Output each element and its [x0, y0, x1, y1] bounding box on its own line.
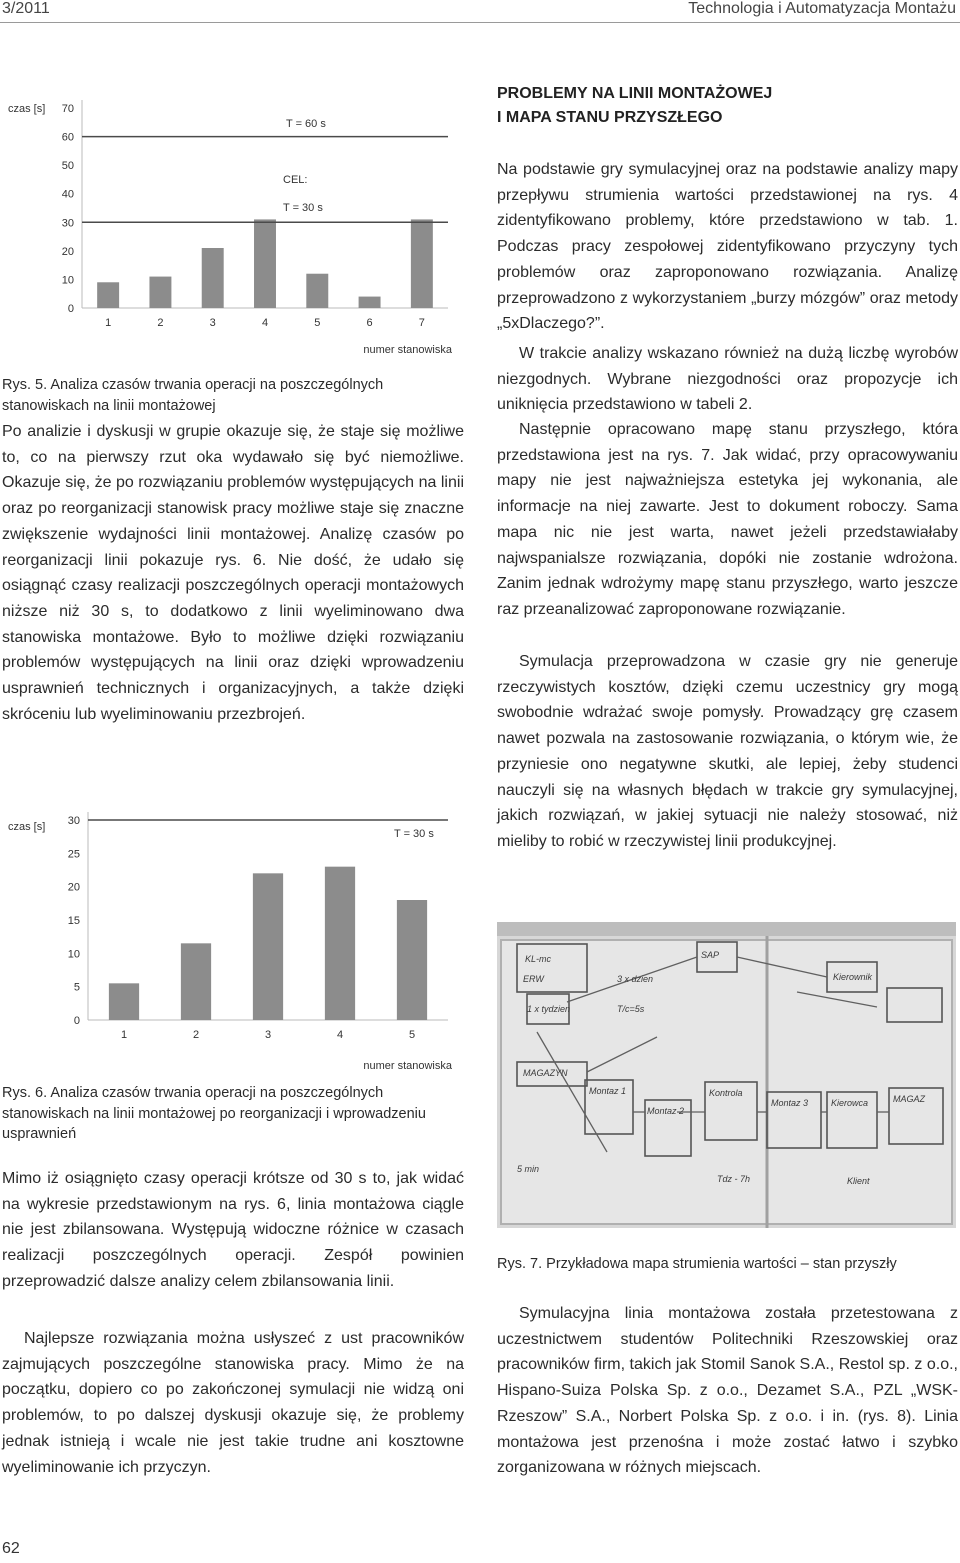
y-tick-label: 25 — [67, 848, 80, 861]
whiteboard-top-frame — [497, 922, 956, 936]
x-tick-label: 5 — [314, 317, 321, 329]
right-paragraph-2: W trakcie analizy wskazano również na dużą liczbę wyrobów niezgodnych. Wybrane niezgodności oraz propozycje ich uniknięcia przedstawiono w tabeli 2. — [497, 345, 958, 414]
y-tick-label: 0 — [73, 1015, 80, 1027]
x-tick-label: 5 — [408, 1029, 416, 1041]
bar-station-5 — [397, 900, 427, 1020]
bar-station-6 — [359, 297, 381, 308]
bar-station-2 — [181, 943, 211, 1020]
y-tick-label: 40 — [61, 188, 74, 201]
chart-annotation: T = 60 s — [286, 118, 326, 130]
y-axis-label: czas [s] — [8, 103, 46, 115]
y-tick-label: 0 — [67, 303, 74, 315]
x-tick-label: 3 — [209, 317, 216, 329]
bar-station-3 — [202, 248, 224, 308]
y-tick-label: 30 — [67, 815, 80, 827]
figure-6-caption: Rys. 6. Analiza czasów trwania operacji na poszczególnych stanowiskach na linii montażowej po reorganizacji i wprowadzeniu usprawnień — [2, 1085, 426, 1142]
whiteboard-drawing — [497, 922, 956, 1228]
bar-station-1 — [97, 282, 119, 308]
y-tick-label: 50 — [61, 160, 74, 173]
y-axis-label: czas [s] — [8, 821, 46, 833]
x-tick-label: 1 — [120, 1029, 128, 1041]
right-paragraph-4: Symulacja przeprowadzona w czasie gry nie generuje rzeczywistych kosztów, dzięki czemu uczestnicy gry mogą swobodnie wdrażać swoje pomysły. Prowadzący grę czasem nawet pozwala na zastosowanie rozwiązania, o którym wie, że przyniesie ono negatywne skutki, ale lepiej, żeby studenci nauczyli się na własnych błędach w trakcie gry symulacyjnej, jakich rozwiązań, w jakiej sytuacji nie należy stosować, niż mieliby to robić w rzeczywistej linii produkcyjnej. — [497, 653, 958, 850]
figure-5-svg — [0, 95, 460, 357]
y-tick-label: 30 — [61, 217, 74, 230]
x-tick-label: 2 — [192, 1029, 200, 1041]
left-paragraph-1: Po analizie i dyskusji w grupie okazuje się, że staje się możliwe to, co na pierwszy rzut oka wydawało się być niemożliwe. Okazuje się, że po rozwiązaniu problemów występujących na linii oraz po reorganizacji stanowisk pracy możliwe staje się znaczne zwiększenie wydajności linii montażowej. Analizę czasów po reorganizacji linii pokazuje rys. 6. Nie dość, że udało się osiągnąć czasy realizacji poszczególnych operacji montażowych niższe niż 30 s, to dodatkowo z linii wyeliminowano dwa stanowiska montażowe. Było to możliwe dzięki rozwiązaniu problemów występujących na linii oraz dzięki wprowadzeniu usprawnień technicznych i organizacyjnych, a także dzięki skróceniu lub wyeliminowaniu przezbrojeń. — [2, 423, 464, 723]
y-tick-label: 15 — [67, 915, 80, 927]
y-tick-label: 70 — [61, 103, 74, 115]
x-tick-label: 3 — [264, 1029, 272, 1041]
board-label: KL-mc — [525, 954, 552, 964]
header-rule — [0, 22, 960, 23]
bar-station-1 — [109, 983, 139, 1020]
bar-station-4 — [325, 867, 355, 1020]
section-heading-line-1: PROBLEMY NA LINII MONTAŻOWEJ — [497, 85, 773, 102]
chart-annotation: T = 30 s — [283, 202, 323, 214]
issue-number: 3/2011 — [2, 0, 50, 17]
y-tick-label: 10 — [67, 948, 80, 961]
board-label: MAGAZ — [893, 1094, 926, 1104]
y-tick-label: 5 — [73, 981, 80, 994]
bar-station-2 — [149, 277, 171, 308]
board-label: 3 x dzien — [617, 974, 654, 984]
y-tick-label: 60 — [61, 131, 74, 144]
journal-title: Technologia i Automatyzacja Montażu — [688, 0, 956, 17]
board-label: Kontrola — [709, 1088, 743, 1098]
figure-6-chart — [0, 808, 460, 1073]
figure-6-svg — [0, 808, 460, 1073]
figure-5-chart — [0, 95, 460, 357]
board-label: ERW — [523, 974, 544, 984]
bar-station-7 — [411, 219, 433, 308]
board-label: Klient — [847, 1176, 870, 1186]
figure-7-caption: Rys. 7. Przykładowa mapa strumienia wartości – stan przyszły — [497, 1256, 897, 1272]
left-paragraph-2: Mimo iż osiągnięto czasy operacji krótsze od 30 s to, jak widać na wykresie przedstawionym na rys. 6, linia montażowa ciągle nie jest zbilansowana. Występują widoczne różnice w czasach realizacji poszczególnych operacji. Zespół powinien przeprowadzić dalsze analizy celem zbilansowania linii. — [2, 1170, 464, 1290]
x-tick-label: 2 — [157, 317, 164, 329]
x-tick-label: 1 — [105, 317, 112, 329]
figure-7-photo — [497, 922, 956, 1228]
bar-station-3 — [253, 873, 283, 1020]
x-tick-label: 4 — [261, 317, 269, 329]
board-label: 1 x tydzien — [527, 1004, 571, 1014]
chart-annotation: T = 30 s — [394, 828, 434, 840]
board-label: Montaz 1 — [589, 1086, 627, 1096]
figure-5-caption: Rys. 5. Analiza czasów trwania operacji na poszczególnych stanowiskach na linii montażowej — [2, 377, 384, 414]
y-tick-label: 10 — [61, 274, 74, 287]
board-label: Kierownik — [833, 972, 873, 982]
board-label: SAP — [701, 950, 720, 960]
bar-station-4 — [254, 219, 276, 308]
board-label: Montaz 3 — [771, 1098, 809, 1108]
right-paragraph-1: Na podstawie gry symulacyjnej oraz na podstawie analizy mapy przepływu strumienia wartości przedstawionej na rys. 4 zidentyfikowano problemy, które przedstawiono w tab. 1. Podczas pracy zespołowej zidentyfikowano przyczyny tych problemów oraz zaproponowano rozwiązania. Analizę przeprowadzono z wykorzystaniem „burzy mózgów” oraz metody „5xDlaczego?”. — [497, 161, 958, 333]
left-paragraph-3: Najlepsze rozwiązania można usłyszeć z ust pracowników zajmujących poszczególne stanowiska pracy. Mimo że na początku, dopiero co po zakończonej symulacji nie widzą oni problemów, to po dalszej dyskusji okazuje się, że problemy jednak istnieją i wcale nie jest takie trudne ani kosztowne wyeliminowanie ich przyczyn. — [2, 1330, 464, 1476]
board-label: MAGAZYN — [523, 1068, 568, 1078]
right-paragraph-5: Symulacyjna linia montażowa została przetestowana z uczestnictwem studentów Politechniki Rzeszowskiej oraz pracowników firm, takich jak Stomil Sanok S.A., Restol sp. z o.o., Hispano-Suiza Polska Sp. z o.o., Dezamet S.A., PZL „WSK-Rzeszow” S.A., Norbert Polska Sp. z o.o. i in. (rys. 8). Linia montażowa jest przenośna i może zostać łatwo i szybko zorganizowana w różnych miejscach. — [497, 1305, 958, 1477]
board-label: Montaz 2 — [647, 1106, 685, 1116]
x-tick-label: 7 — [418, 317, 425, 329]
right-paragraph-3: Następnie opracowano mapę stanu przyszłego, która przedstawiona jest na rys. 7. Jak widać, przy opracowywaniu mapy nie jest najważniejsza estetyka jej wykonania, ale informacje na niej zawarte. Jest to dokument roboczy. Sama mapa nic nie jest warta, nawet jeżeli przedstawiałaby najwspanialsze rozwiązania, dopóki nie zostanie wdrożona. Zanim jednak wdrożymy mapę stanu przyszłego, warto jeszcze raz przeanalizować zaproponowane rozwiązanie. — [497, 421, 958, 618]
x-axis-label: numer stanowiska — [363, 1060, 452, 1072]
bar-station-5 — [306, 274, 328, 308]
x-tick-label: 6 — [366, 317, 373, 329]
page-number: 62 — [2, 1540, 20, 1557]
x-tick-label: 4 — [336, 1029, 344, 1041]
board-label: T/c=5s — [617, 1004, 645, 1014]
board-label: 5 min — [517, 1164, 540, 1174]
section-heading-line-2: I MAPA STANU PRZYSZŁEGO — [497, 109, 723, 126]
board-label: Tdz - 7h — [717, 1174, 751, 1184]
x-axis-label: numer stanowiska — [363, 344, 452, 356]
y-tick-label: 20 — [67, 881, 80, 894]
board-label: Kierowca — [831, 1098, 869, 1108]
y-tick-label: 20 — [61, 245, 74, 258]
chart-annotation: CEL: — [283, 174, 308, 186]
